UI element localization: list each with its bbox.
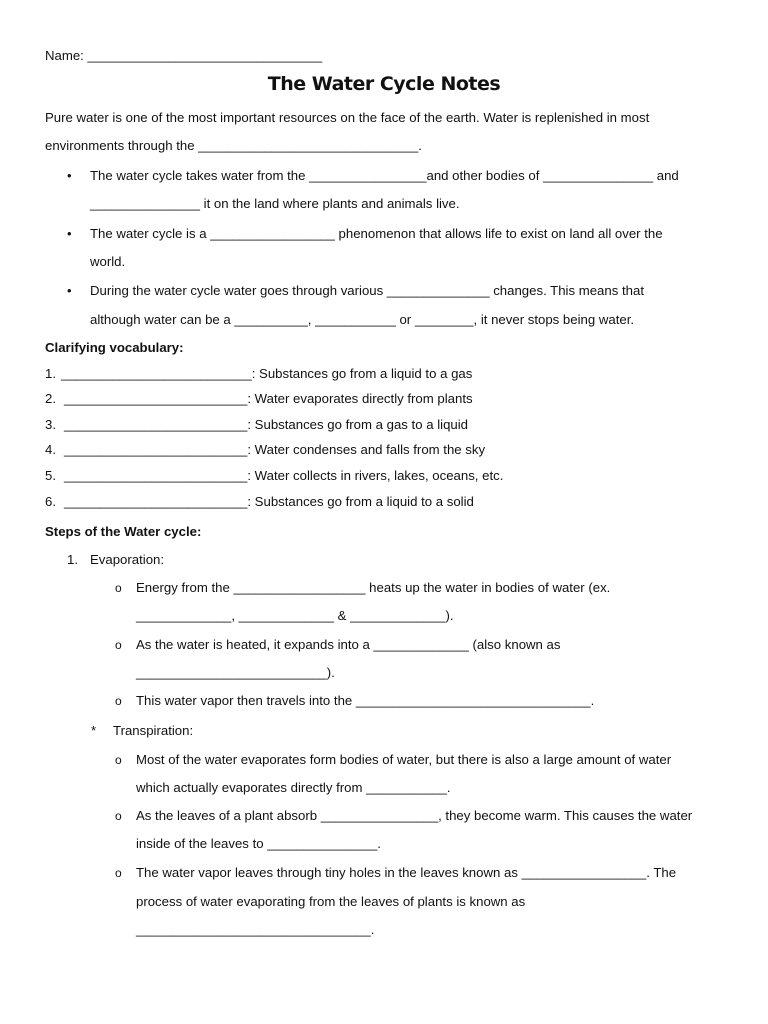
vocab-num: 1. xyxy=(45,366,56,381)
vocab-item-5: _________________________: Water collects in rivers, lakes, oceans, etc. xyxy=(64,468,504,483)
bullet-marker: • xyxy=(67,226,72,241)
vocab-num: 4. xyxy=(45,442,56,457)
steps-heading: Steps of the Water cycle: xyxy=(45,524,202,539)
page-title: The Water Cycle Notes xyxy=(267,73,501,95)
bullet-marker: • xyxy=(67,168,72,183)
sub-bullet-marker: o xyxy=(115,753,122,767)
vocab-item-4: _________________________: Water condenses and falls from the sky xyxy=(64,442,486,457)
vocab-num: 5. xyxy=(45,468,56,483)
sub-bullet-marker: o xyxy=(115,694,122,708)
sub-bullet-marker: o xyxy=(115,581,122,595)
evap-line-3: As the water is heated, it expands into a _____________ (also known as xyxy=(136,637,561,652)
bullet-1-line-2: _______________ it on the land where plants and animals live. xyxy=(90,196,460,211)
vocab-num: 6. xyxy=(45,494,56,509)
bullet-marker: • xyxy=(67,283,72,298)
intro-line-2: environments through the ______________________________. xyxy=(45,138,422,153)
intro-line-1: Pure water is one of the most important resources on the face of the earth. Water is replenished in most xyxy=(45,110,650,125)
trans-line-1: Most of the water evaporates form bodies of water, but there is also a large amount of water xyxy=(136,752,672,767)
asterisk-marker: * xyxy=(91,723,97,738)
sub-bullet-marker: o xyxy=(115,809,122,823)
vocab-item-3: _________________________: Substances go from a gas to a liquid xyxy=(64,417,469,432)
trans-line-3: As the leaves of a plant absorb ________________, they become warm. This causes the water xyxy=(136,808,693,823)
name-line: Name: ________________________________ xyxy=(45,48,323,63)
bullet-2-line-2: world. xyxy=(90,254,126,269)
vocab-item-2: _________________________: Water evaporates directly from plants xyxy=(64,391,473,406)
step-1-number: 1. xyxy=(67,552,78,567)
evap-line-1: Energy from the __________________ heats up the water in bodies of water (ex. xyxy=(136,580,611,595)
evap-line-4: __________________________). xyxy=(136,665,335,680)
evap-line-2: _____________, _____________ & _____________). xyxy=(136,608,454,623)
trans-line-6: process of water evaporating from the leaves of plants is known as xyxy=(136,894,526,909)
vocab-heading: Clarifying vocabulary: xyxy=(45,340,184,355)
vocab-num: 3. xyxy=(45,417,56,432)
evap-line-5: This water vapor then travels into the ________________________________. xyxy=(136,693,595,708)
step-1-label: Evaporation: xyxy=(90,552,165,567)
trans-line-5: The water vapor leaves through tiny holes in the leaves known as _________________. The xyxy=(136,865,677,880)
sub-bullet-marker: o xyxy=(115,866,122,880)
bullet-2-line-1: The water cycle is a _________________ phenomenon that allows life to exist on land all over the xyxy=(90,226,663,241)
sub-bullet-marker: o xyxy=(115,638,122,652)
vocab-item-6: _________________________: Substances go from a liquid to a solid xyxy=(64,494,474,509)
trans-line-2: which actually evaporates directly from ___________. xyxy=(136,780,451,795)
vocab-item-1: __________________________: Substances go from a liquid to a gas xyxy=(61,366,473,381)
bullet-3-line-2: although water can be a __________, ___________ or ________, it never stops being water. xyxy=(90,312,635,327)
trans-line-7: ________________________________. xyxy=(136,922,375,937)
vocab-num: 2. xyxy=(45,391,56,406)
transpiration-label: Transpiration: xyxy=(113,723,194,738)
bullet-1-line-1: The water cycle takes water from the ________________and other bodies of _______________ and xyxy=(90,168,679,183)
bullet-3-line-1: During the water cycle water goes through various ______________ changes. This means that xyxy=(90,283,644,298)
trans-line-4: inside of the leaves to _______________. xyxy=(136,836,381,851)
